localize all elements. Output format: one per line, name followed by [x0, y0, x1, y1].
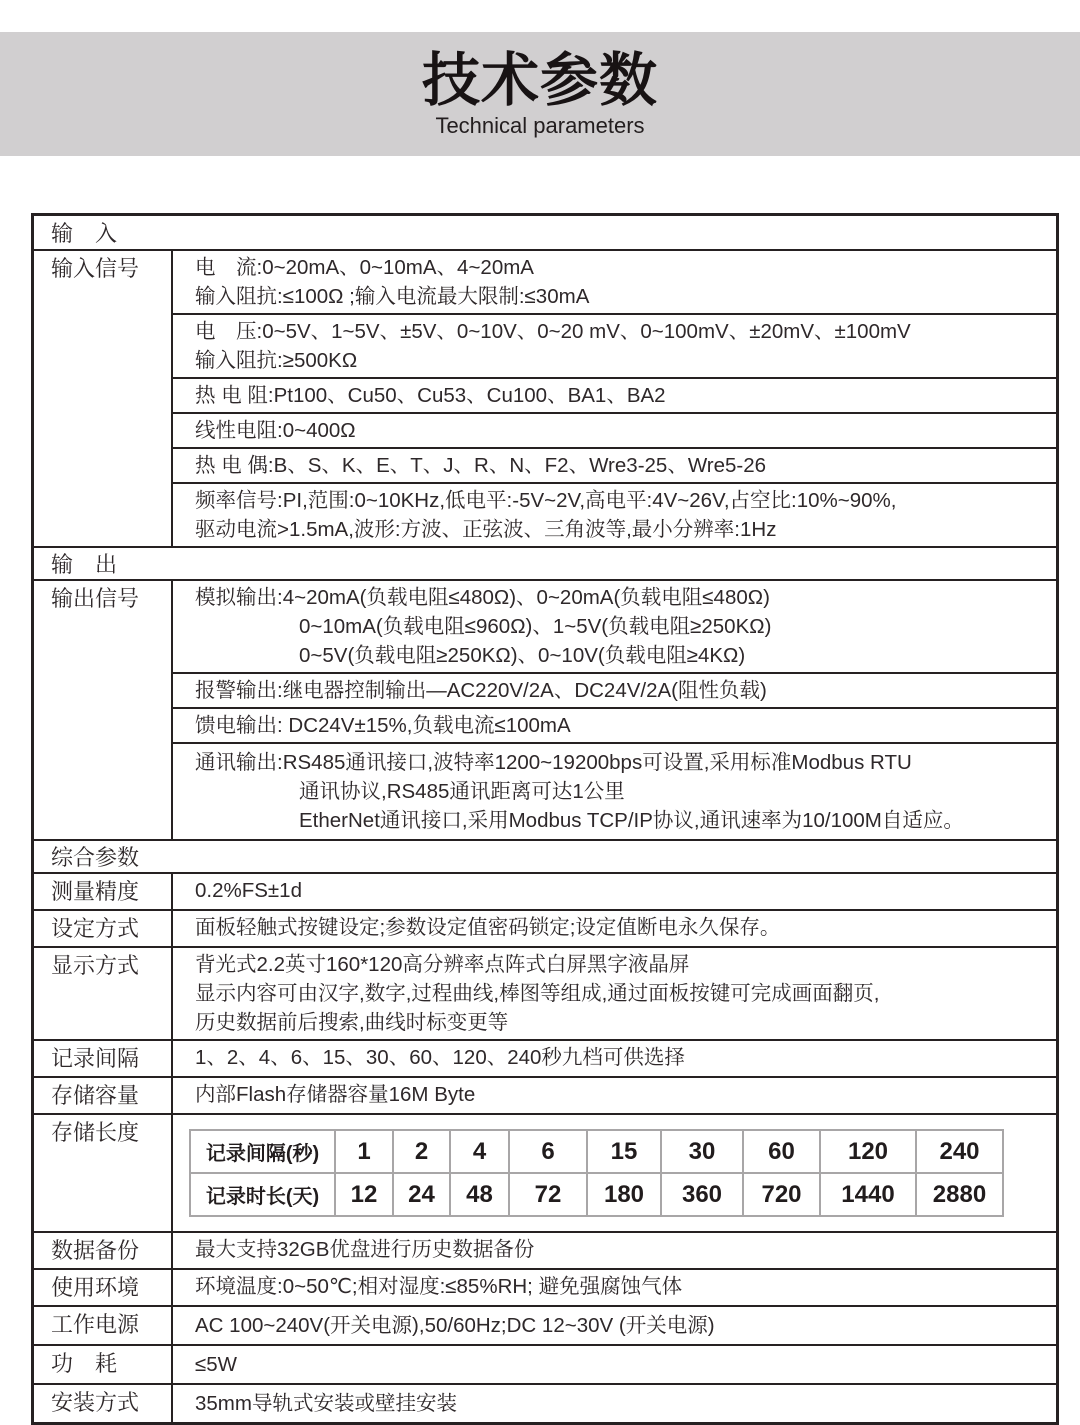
spec-line: 通讯输出:RS485通讯接口,波特率1200~19200bps可设置,采用标准Modbus RTU — [195, 751, 912, 774]
interval-cell: 1 — [335, 1130, 393, 1173]
spec-line: 报警输出:继电器控制输出—AC220V/2A、DC24V/2A(阻性负载) — [195, 679, 767, 702]
spec-line: 面板轻触式按键设定;参数设定值密码锁定;设定值断电永久保存。 — [195, 916, 781, 939]
storage-interval-row — [190, 1130, 1003, 1173]
output-signal-content — [173, 581, 1056, 839]
storage-duration-header: 记录时长(天) — [190, 1173, 335, 1216]
interval-cell: 240 — [916, 1130, 1003, 1173]
spec-row-environment — [34, 1268, 1056, 1305]
duration-cell: 180 — [587, 1173, 661, 1216]
spec-row-installation — [34, 1383, 1056, 1422]
duration-cell: 12 — [335, 1173, 393, 1216]
section-row-general — [34, 839, 1056, 872]
spec-row-display — [34, 946, 1056, 1039]
row-label-record-interval: 记录间隔 — [34, 1041, 173, 1076]
spec-line: 通讯协议,RS485通讯距离可达1公里 — [299, 780, 625, 803]
row-label-storage-length: 存储长度 — [34, 1115, 173, 1231]
spec-line: 0~5V(负载电阻≥250KΩ)、0~10V(负载电阻≥4KΩ) — [299, 644, 746, 667]
spec-line: 输入阻抗:≥500KΩ — [195, 349, 358, 372]
storage-length-table — [189, 1129, 1004, 1217]
row-label-environment: 使用环境 — [34, 1270, 173, 1305]
duration-cell: 48 — [450, 1173, 509, 1216]
subrow-comm-output — [173, 742, 1056, 839]
interval-cell: 60 — [743, 1130, 820, 1173]
spec-row-record-interval — [34, 1039, 1056, 1076]
section-label-input: 输 入 — [51, 221, 118, 246]
spec-row-setting — [34, 909, 1056, 946]
spec-line: AC 100~240V(开关电源),50/60Hz;DC 12~30V (开关电源) — [195, 1314, 715, 1337]
spec-line: 输入阻抗:≤100Ω ;输入电流最大限制:≤30mA — [195, 285, 590, 308]
row-label-accuracy: 测量精度 — [34, 874, 173, 909]
subrow-frequency — [173, 482, 1056, 546]
duration-cell: 1440 — [820, 1173, 916, 1216]
row-label-power-supply: 工作电源 — [34, 1307, 173, 1344]
interval-cell: 4 — [450, 1130, 509, 1173]
spec-line: 模拟输出:4~20mA(负载电阻≤480Ω)、0~20mA(负载电阻≤480Ω) — [195, 586, 770, 609]
spec-row-output-signal — [34, 579, 1056, 839]
spec-line: 热 电 阻:Pt100、Cu50、Cu53、Cu100、BA1、BA2 — [195, 384, 666, 407]
spec-line: 35mm导轨式安装或壁挂安装 — [195, 1392, 457, 1415]
interval-cell: 6 — [509, 1130, 587, 1173]
spec-line: 0~10mA(负载电阻≤960Ω)、1~5V(负载电阻≥250KΩ) — [299, 615, 772, 638]
storage-interval-header: 记录间隔(秒) — [190, 1130, 335, 1173]
spec-line: ≤5W — [195, 1353, 238, 1376]
subrow-linear-resistance — [173, 412, 1056, 447]
spec-row-storage-capacity — [34, 1076, 1056, 1113]
header-band — [0, 32, 1080, 156]
row-label-data-backup: 数据备份 — [34, 1233, 173, 1268]
spec-line: 内部Flash存储器容量16M Byte — [195, 1083, 476, 1106]
spec-table — [31, 213, 1059, 1425]
row-label-setting: 设定方式 — [34, 911, 173, 946]
input-signal-content — [173, 251, 1056, 546]
spec-line: EtherNet通讯接口,采用Modbus TCP/IP协议,通讯速率为10/100M自适应。 — [299, 809, 964, 832]
duration-cell: 2880 — [916, 1173, 1003, 1216]
row-label-installation: 安装方式 — [34, 1385, 173, 1422]
duration-cell: 360 — [661, 1173, 743, 1216]
subrow-alarm-output — [173, 672, 1056, 707]
spec-line: 0.2%FS±1d — [195, 879, 302, 902]
section-label-general: 综合参数 — [51, 845, 140, 870]
row-label-storage-capacity: 存储容量 — [34, 1078, 173, 1113]
spec-line: 频率信号:PI,范围:0~10KHz,低电平:-5V~2V,高电平:4V~26V,占空比:10%~90%, — [195, 489, 897, 512]
duration-cell: 24 — [393, 1173, 450, 1216]
interval-cell: 120 — [820, 1130, 916, 1173]
storage-duration-row — [190, 1173, 1003, 1216]
spec-row-input-signal — [34, 249, 1056, 546]
spec-line: 1、2、4、6、15、30、60、120、240秒九档可供选择 — [195, 1046, 685, 1069]
spec-line: 环境温度:0~50℃;相对湿度:≤85%RH; 避免强腐蚀气体 — [195, 1275, 683, 1298]
spec-row-data-backup — [34, 1231, 1056, 1268]
subrow-voltage — [173, 313, 1056, 377]
interval-cell: 15 — [587, 1130, 661, 1173]
row-label-input-signal: 输入信号 — [34, 251, 173, 546]
section-label-output: 输 出 — [51, 552, 118, 577]
spec-row-accuracy — [34, 872, 1056, 909]
spec-line: 馈电输出: DC24V±15%,负载电流≤100mA — [195, 714, 571, 737]
page-title: 技术参数 — [421, 47, 658, 113]
subrow-feed-output — [173, 707, 1056, 742]
spec-line: 显示内容可由汉字,数字,过程曲线,棒图等组成,通过面板按键可完成画面翻页, — [195, 982, 880, 1005]
interval-cell: 2 — [393, 1130, 450, 1173]
spec-line: 背光式2.2英寸160*120高分辨率点阵式白屏黑字液晶屏 — [195, 953, 690, 976]
interval-cell: 30 — [661, 1130, 743, 1173]
spec-line: 历史数据前后搜索,曲线时标变更等 — [195, 1011, 509, 1034]
section-row-input — [34, 216, 1056, 249]
row-label-display: 显示方式 — [34, 948, 173, 1039]
subrow-current — [173, 251, 1056, 313]
spec-line: 最大支持32GB优盘进行历史数据备份 — [195, 1238, 535, 1261]
duration-cell: 72 — [509, 1173, 587, 1216]
subrow-thermocouple — [173, 447, 1056, 482]
spec-row-power-consumption — [34, 1344, 1056, 1383]
spec-row-power-supply — [34, 1305, 1056, 1344]
spec-line: 热 电 偶:B、S、K、E、T、J、R、N、F2、Wre3-25、Wre5-26 — [195, 454, 767, 477]
duration-cell: 720 — [743, 1173, 820, 1216]
spec-line: 电 压:0~5V、1~5V、±5V、0~10V、0~20 mV、0~100mV、±20mV、±100mV — [195, 320, 911, 343]
section-row-output — [34, 546, 1056, 579]
subrow-analog-output — [173, 581, 1056, 672]
subrow-rtd — [173, 377, 1056, 412]
spec-line: 驱动电流>1.5mA,波形:方波、正弦波、三角波等,最小分辨率:1Hz — [195, 518, 777, 541]
spec-row-storage-length — [34, 1113, 1056, 1231]
page-subtitle: Technical parameters — [435, 112, 645, 138]
spec-line: 线性电阻:0~400Ω — [195, 419, 356, 442]
row-label-power-consumption: 功 耗 — [34, 1346, 173, 1383]
spec-line: 电 流:0~20mA、0~10mA、4~20mA — [195, 256, 534, 279]
row-label-output-signal: 输出信号 — [34, 581, 173, 839]
